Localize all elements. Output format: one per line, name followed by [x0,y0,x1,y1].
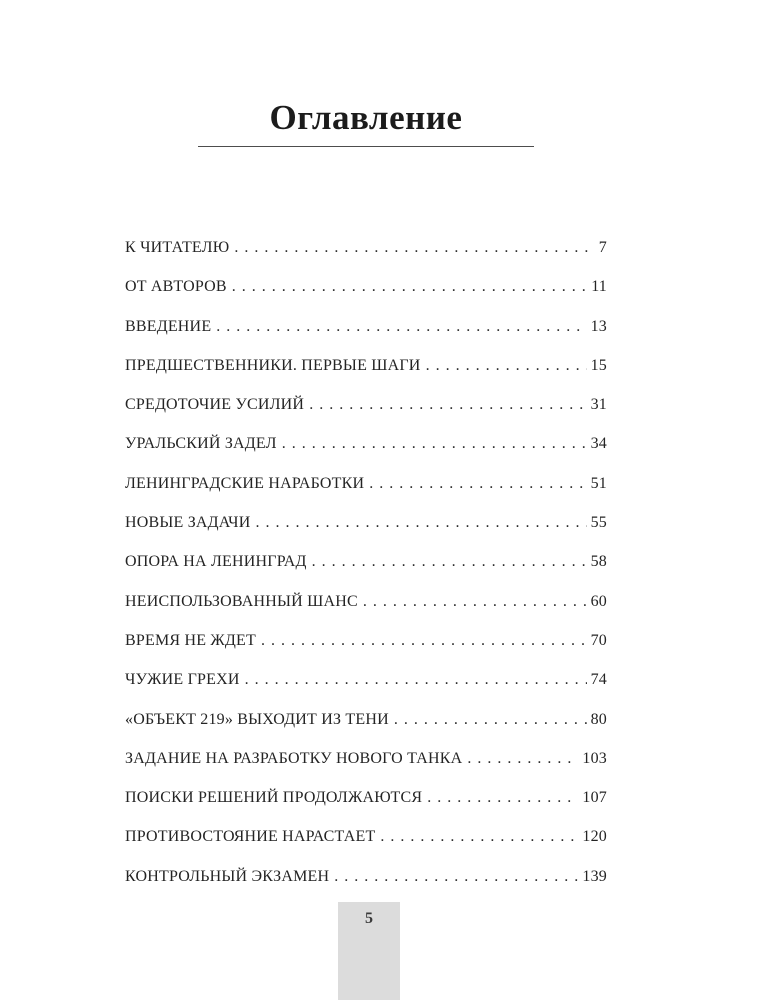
toc-entry [125,869,607,885]
toc-entry-page: 15 [590,356,607,374]
dot-leader [282,436,587,452]
dot-leader [216,319,586,335]
toc-entry-title: СРЕДОТОЧИЕ УСИЛИЙ [125,396,305,414]
toc-entry [125,515,607,531]
toc-entry-page: 139 [582,867,607,885]
toc-entry-title: ЗАДАНИЕ НА РАЗРАБОТКУ НОВОГО ТАНКА [125,749,463,767]
dot-leader [245,672,587,688]
toc-entry-page: 74 [590,671,607,689]
toc-entry-page: 11 [591,278,607,296]
toc-entry [125,554,607,570]
toc-entry-page: 55 [590,514,607,532]
dot-leader [467,751,578,767]
page-header [125,100,607,147]
toc-entry [125,397,607,413]
dot-leader [369,476,586,492]
toc-entry-title: ВРЕМЯ НЕ ЖДЕТ [125,631,256,649]
toc-entry [125,790,607,806]
toc-entry-page: 31 [590,396,607,414]
toc-entry-title: ПРОТИВОСТОЯНИЕ НАРАСТАЕТ [125,828,376,846]
page-number: 5 [365,910,373,927]
toc-entry-page: 70 [590,631,607,649]
toc-entry [125,633,607,649]
toc-entry-title: ПОИСКИ РЕШЕНИЙ ПРОДОЛЖАЮТСЯ [125,789,423,807]
toc-entry-page: 34 [590,435,607,453]
toc-entry [125,751,607,767]
toc-entry [125,712,607,728]
toc-entry-page: 107 [582,789,607,807]
toc-entry-title: ВВЕДЕНИЕ [125,317,212,335]
toc-entry-page: 80 [590,710,607,728]
toc-entry-page: 51 [590,474,607,492]
toc-entry-title: ОПОРА НА ЛЕНИНГРАД [125,553,307,571]
toc-entry [125,829,607,845]
toc-entry-page: 103 [582,749,607,767]
toc-entry [125,279,607,295]
toc-entry-title: НОВЫЕ ЗАДАЧИ [125,514,251,532]
toc-entry-page: 58 [590,553,607,571]
dot-leader [261,633,587,649]
toc-entry-page: 13 [590,317,607,335]
toc-entry-title: «ОБЪЕКТ 219» ВЫХОДИТ ИЗ ТЕНИ [125,710,389,728]
dot-leader [309,397,586,413]
dot-leader [234,240,594,256]
dot-leader [394,712,587,728]
toc-entry [125,240,607,256]
dot-leader [232,279,587,295]
toc-entry-title: КОНТРОЛЬНЫЙ ЭКЗАМЕН [125,867,330,885]
toc-entry [125,358,607,374]
toc-entry-page: 7 [598,239,607,256]
toc-entry [125,594,607,610]
page-number-box [338,902,400,1000]
toc-entry-page: 60 [590,592,607,610]
toc-entry-title: ПРЕДШЕСТВЕННИКИ. ПЕРВЫЕ ШАГИ [125,356,421,374]
toc-entry [125,319,607,335]
toc-entry [125,476,607,492]
toc-entry-title: ОТ АВТОРОВ [125,278,227,296]
dot-leader [334,869,578,885]
toc-entry-title: К ЧИТАТЕЛЮ [125,239,230,256]
toc-entry-title: ЧУЖИЕ ГРЕХИ [125,671,240,689]
page-title: Оглавление [269,98,463,137]
dot-leader [427,790,578,806]
dot-leader [380,829,578,845]
dot-leader [312,554,587,570]
toc-entry-page: 120 [582,828,607,846]
title-rule [198,146,534,147]
toc-entry-title: НЕИСПОЛЬЗОВАННЫЙ ШАНС [125,592,358,610]
toc-entry [125,436,607,452]
toc-entry [125,672,607,688]
toc-entry-title: УРАЛЬСКИЙ ЗАДЕЛ [125,435,277,453]
toc-entry-title: ЛЕНИНГРАДСКИЕ НАРАБОТКИ [125,474,365,492]
dot-leader [255,515,586,531]
dot-leader [363,594,587,610]
dot-leader [426,358,587,374]
table-of-contents [125,240,607,885]
